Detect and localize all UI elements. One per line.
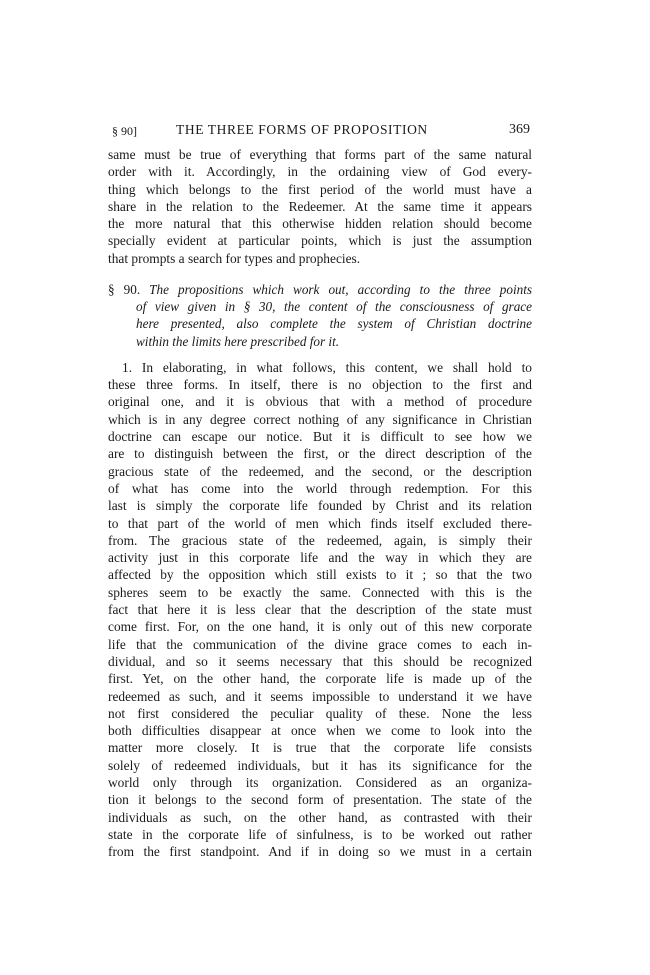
text-line: specially evident at particular points, which is just the assumption xyxy=(108,233,532,249)
running-head-title: THE THREE FORMS OF PROPOSITION xyxy=(176,122,428,137)
text-line: not first considered the peculiar quality of these. None the less xyxy=(108,705,532,721)
text-line: both difficulties disappear at once when we come to look into the xyxy=(108,723,532,739)
text-line: last is simply the corporate life founded by Christ and its relation xyxy=(108,498,532,514)
proposition-text: The propositions which work out, according to the three points xyxy=(149,282,533,298)
text-line: doctrine can escape our notice. But it is difficult to see how we xyxy=(108,429,532,445)
page-number: 369 xyxy=(509,122,530,137)
text-line: these three forms. In itself, there is no objection to the first and xyxy=(108,377,532,393)
proposition-line: here presented, also complete the system of Christian doctrine xyxy=(136,316,532,332)
text-line: original one, and it is obvious that with a method of procedure xyxy=(108,394,532,410)
body-paragraph xyxy=(108,359,532,861)
running-head xyxy=(108,118,532,140)
text-line: order with it. Accordingly, in the ordaining view of God every- xyxy=(108,164,532,180)
proposition-section-label: § 90. xyxy=(108,282,141,298)
text-line: same must be true of everything that forms part of the same natural xyxy=(108,147,532,162)
text-line: fact that here it is less clear that the description of the state must xyxy=(108,602,532,618)
text-line: which is in any degree correct nothing of any significance in Christian xyxy=(108,411,532,427)
text-line: solely of redeemed individuals, but it has its significance for the xyxy=(108,757,532,773)
text-line: to that part of the world of men which finds itself excluded there- xyxy=(108,515,532,531)
text-line: spheres seem to be exactly the same. Connected with this is the xyxy=(108,584,532,600)
proposition-line xyxy=(108,281,532,298)
text-line: share in the relation to the Redeemer. At the same time it appears xyxy=(108,198,532,214)
text-line: from. The gracious state of the redeemed, again, is simply their xyxy=(108,532,532,548)
text-line: dividual, and so it seems necessary that this should be recognized xyxy=(108,653,532,669)
running-head-section: § 90] xyxy=(112,124,137,138)
proposition-line: within the limits here prescribed for it. xyxy=(136,333,340,349)
text-line: of what has come into the world through redemption. For this xyxy=(108,480,532,496)
proposition-heading xyxy=(108,281,532,350)
text-line: activity just in this corporate life and the way in which they are xyxy=(108,550,532,566)
text-line: world only through its organization. Considered as an organiza- xyxy=(108,775,532,791)
text-line: first. Yet, on the other hand, the corporate life is made up of the xyxy=(108,671,532,687)
text-line: tion it belongs to the second form of presentation. The state of the xyxy=(108,792,532,808)
text-line: redeemed as such, and it seems impossible to understand it we have xyxy=(108,688,532,704)
text-line: 1. In elaborating, in what follows, this content, we shall hold to xyxy=(122,359,532,375)
book-page xyxy=(108,118,532,861)
text-line: individuals as such, on the other hand, as contrasted with their xyxy=(108,809,532,825)
text-line: thing which belongs to the first period of the world must have a xyxy=(108,181,532,197)
opening-paragraph xyxy=(108,146,532,267)
text-line: the more natural that this otherwise hidden relation should become xyxy=(108,216,532,232)
text-line: affected by the opposition which still exists to it ; so that the two xyxy=(108,567,532,583)
text-line: gracious state of the redeemed, and the second, or the description xyxy=(108,463,532,479)
proposition-line: of view given in § 30, the content of the consciousness of grace xyxy=(136,299,532,315)
text-line: matter more closely. It is true that the corporate life consists xyxy=(108,740,532,756)
text-line: state in the corporate life of sinfulness, is to be worked out rather xyxy=(108,826,532,842)
text-line: come first. For, on the one hand, it is only out of this new corporate xyxy=(108,619,532,635)
text-line: from the first standpoint. And if in doing so we must in a certain xyxy=(108,844,532,860)
text-line: life that the communication of the divine grace comes to each in- xyxy=(108,636,532,652)
text-line: that prompts a search for types and prophecies. xyxy=(108,250,361,266)
text-line: are to distinguish between the first, or the direct description of the xyxy=(108,446,532,462)
